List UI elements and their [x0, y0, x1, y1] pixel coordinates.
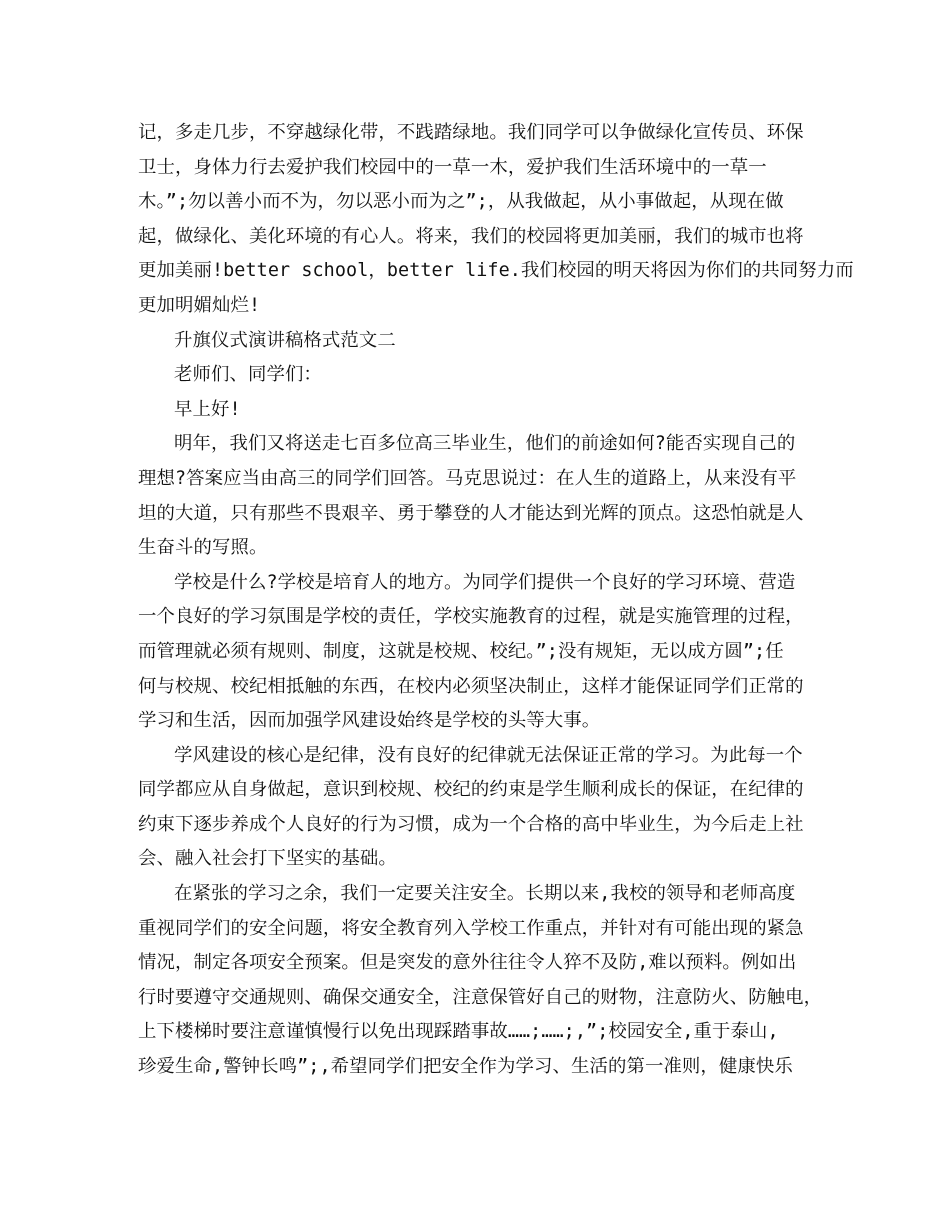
text-line: 起，做绿化、美化环境的有心人。将来，我们的校园将更加美丽，我们的城市也将: [138, 225, 804, 247]
document-body: [138, 116, 854, 1085]
text-line: 约束下逐步养成个人良好的行为习惯，成为一个合格的高中毕业生，为今后走上社: [138, 813, 804, 835]
text-line: 坦的大道，只有那些不畏艰辛、勇于攀登的人才能达到光辉的顶点。这恐怕就是人: [138, 502, 804, 524]
text-line: 何与校规、校纪相抵触的东西，在校内必须坚决制止，这样才能保证同学们正常的: [138, 675, 804, 697]
text-line: 学习和生活，因而加强学风建设始终是学校的头等大事。: [138, 710, 601, 732]
text-line: 珍爱生命,警钟长鸣”;,希望同学们把安全作为学习、生活的第一准则，健康快乐: [138, 1056, 793, 1078]
paragraph-first-line: 学校是什么?学校是培育人的地方。为同学们提供一个良好的学习环境、营造: [174, 571, 796, 593]
text-line: 生奋斗的写照。: [138, 537, 268, 559]
text-line: 行时要遵守交通规则、确保交通安全，注意保管好自己的财物，注意防火、防触电，: [138, 986, 823, 1008]
paragraph-first-line: 明年，我们又将送走七百多位高三毕业生，他们的前途如何?能否实现自己的: [174, 433, 796, 455]
text-line: 一个良好的学习氛围是学校的责任，学校实施教育的过程，就是实施管理的过程，: [138, 606, 804, 628]
paragraph-first-line: 老师们、同学们：: [174, 364, 322, 386]
paragraph-first-line: 早上好!: [174, 398, 241, 420]
paragraph-first-line: 学风建设的核心是纪律，没有良好的纪律就无法保证正常的学习。为此每一个: [174, 744, 803, 766]
text-line: 记，多走几步，不穿越绿化带，不践踏绿地。我们同学可以争做绿化宣传员、环保: [138, 122, 804, 143]
text-line: 木。”;勿以善小而不为，勿以恶小而为之”;，从我做起，从小事做起，从现在做: [138, 191, 784, 213]
text-line: 卫士，身体力行去爱护我们校园中的一草一木，爱护我们生活环境中的一草一: [138, 156, 767, 178]
paragraph-first-line: 在紧张的学习之余，我们一定要关注安全。长期以来,我校的领导和老师高度: [174, 883, 796, 905]
text-line: 会、融入社会打下坚实的基础。: [138, 848, 397, 870]
text-line: 理想?答案应当由高三的同学们回答。马克思说过：在人生的道路上，从来没有平: [138, 467, 797, 489]
text-line: 而管理就必须有规则、制度，这就是校规、校纪。”;没有规矩，无以成方圆”;任: [138, 640, 784, 662]
text-line: 更加美丽!better school，better life.我们校园的明天将因为你们的共同努力而: [138, 260, 854, 282]
text-line: 情况，制定各项安全预案。但是突发的意外往往令人猝不及防,难以预料。例如出: [138, 952, 797, 974]
text-line: 重视同学们的安全问题，将安全教育列入学校工作重点，并针对有可能出现的紧急: [138, 917, 804, 939]
text-line: 上下楼梯时要注意谨慎慢行以免出现踩踏事故……;……;,”;校园安全,重于泰山,: [138, 1021, 779, 1043]
text-line: 更加明媚灿烂!: [138, 294, 261, 316]
text-line: 同学都应从自身做起，意识到校规、校纪的约束是学生顺利成长的保证，在纪律的: [138, 779, 804, 801]
paragraph-first-line: 升旗仪式演讲稿格式范文二: [174, 329, 396, 351]
